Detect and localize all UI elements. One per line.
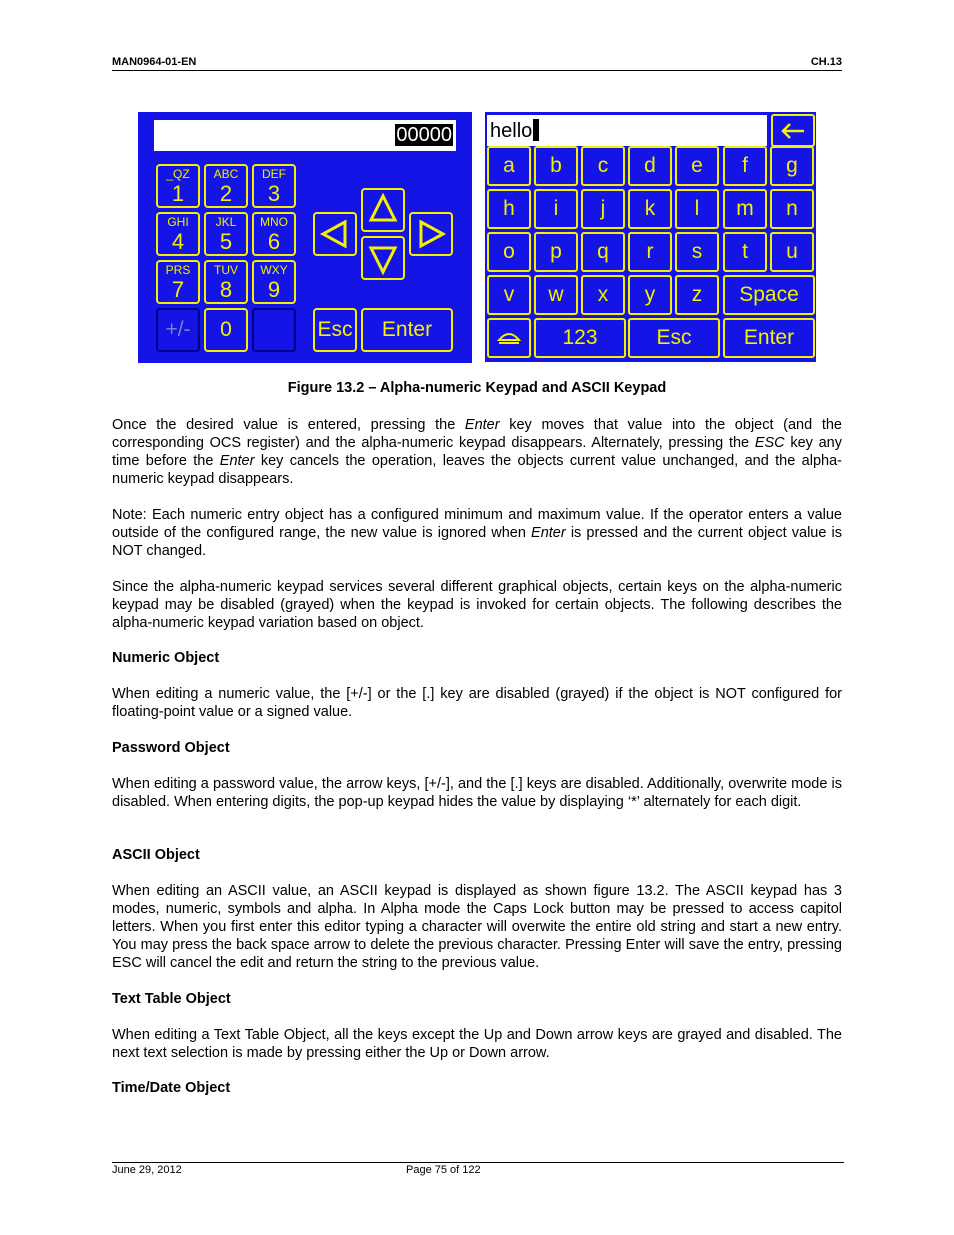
up-arrow-button[interactable] xyxy=(361,188,405,232)
key-r[interactable] xyxy=(628,232,672,272)
key-3[interactable] xyxy=(252,164,296,208)
caps-lock-icon xyxy=(496,328,522,348)
key-7[interactable] xyxy=(156,260,200,304)
key-6[interactable] xyxy=(252,212,296,256)
key-letters: WXY xyxy=(260,263,288,277)
key-letter-label: w xyxy=(548,283,564,306)
key-digit: 2 xyxy=(219,181,233,206)
ascii-enter-button[interactable] xyxy=(723,318,815,358)
key-digit: 7 xyxy=(171,277,185,302)
right-arrow-button[interactable] xyxy=(409,212,453,256)
left-arrow-icon xyxy=(315,214,355,254)
numeric-keypad xyxy=(138,112,472,363)
key-z[interactable] xyxy=(675,275,719,315)
heading-ascii-object: ASCII Object xyxy=(112,847,200,863)
ascii-esc-button[interactable] xyxy=(628,318,720,358)
caps-lock-button[interactable] xyxy=(487,318,531,358)
left-arrow-button[interactable] xyxy=(313,212,357,256)
key-u[interactable] xyxy=(770,232,814,272)
esc-label: Esc xyxy=(656,326,692,349)
key-letter-label: q xyxy=(597,240,609,263)
key-n[interactable] xyxy=(770,189,814,229)
enter-label: Enter xyxy=(743,326,795,349)
key-4[interactable] xyxy=(156,212,200,256)
header-rule xyxy=(112,70,842,71)
plus-minus-key[interactable] xyxy=(156,308,200,352)
numeric-enter-button[interactable] xyxy=(361,308,453,352)
key-letters: PRS xyxy=(165,263,191,277)
key-o[interactable] xyxy=(487,232,531,272)
right-arrow-icon xyxy=(411,214,451,254)
paragraph-enter xyxy=(112,416,842,488)
mode-123-label: 123 xyxy=(562,326,598,349)
numeric-display-field[interactable] xyxy=(154,120,456,151)
figure-caption: Figure 13.2 – Alpha-numeric Keypad and ASCII Keypad xyxy=(287,380,667,396)
key-1[interactable] xyxy=(156,164,200,208)
numeric-display-value: 00000 xyxy=(396,124,452,146)
key-letter-label: e xyxy=(691,154,703,177)
text-cursor xyxy=(533,119,539,141)
key-0[interactable] xyxy=(204,308,248,352)
key-letter-label: d xyxy=(644,154,656,177)
down-arrow-icon xyxy=(363,238,403,278)
heading-numeric-object: Numeric Object xyxy=(112,650,220,666)
key-letters: JKL xyxy=(215,215,237,229)
key-s[interactable] xyxy=(675,232,719,272)
key-letter-label: p xyxy=(550,240,562,263)
key-digit: 0 xyxy=(220,318,232,341)
paragraph-variations: Since the alpha-numeric keypad services several different graphical objects, certain keys on the alpha-numeric keypad may be disabled (grayed) when the keypad is invoked for certain objects. The following describes the alpha-numeric keypad variation based on object. xyxy=(112,579,842,631)
ascii-display-field[interactable] xyxy=(487,115,767,146)
key-l[interactable] xyxy=(675,189,719,229)
key-i[interactable] xyxy=(534,189,578,229)
key-letters: _QZ xyxy=(166,167,190,181)
key-c[interactable] xyxy=(581,146,625,186)
italic-esc: ESC xyxy=(754,435,785,451)
key-digit: 1 xyxy=(171,181,185,206)
key-letters: DEF xyxy=(262,167,286,181)
paragraph-ascii: When editing an ASCII value, an ASCII keypad is displayed as shown figure 13.2. The ASCII keypad has 3 modes, numeric, symbols and alpha. In Alpha mode the Caps Lock button may be pressed to access capitol letters. When you first enter this editor typing a character will overwite the entire old string and start a new entry. You may press the back space arrow to delete the previous character. Pressing Enter will save the entry, pressing ESC will cancel the edit and return the string to the previous value. xyxy=(112,883,842,971)
esc-label: Esc xyxy=(317,318,353,341)
key-m[interactable] xyxy=(723,189,767,229)
key-letter-label: y xyxy=(644,283,656,306)
key-5[interactable] xyxy=(204,212,248,256)
text-run: key any time before the xyxy=(112,435,842,469)
key-letter-label: h xyxy=(503,197,515,220)
key-v[interactable] xyxy=(487,275,531,315)
key-letter-label: s xyxy=(691,240,703,263)
plus-minus-label: +/- xyxy=(165,318,191,341)
italic-enter: Enter xyxy=(464,417,500,433)
key-digit: 8 xyxy=(219,277,233,302)
space-label: Space xyxy=(739,283,799,306)
key-t[interactable] xyxy=(723,232,767,272)
heading-time-date-object: Time/Date Object xyxy=(112,1080,231,1096)
key-letter-label: c xyxy=(597,154,609,177)
key-d[interactable] xyxy=(628,146,672,186)
decimal-key[interactable] xyxy=(252,308,296,352)
key-h[interactable] xyxy=(487,189,531,229)
paragraph-numeric: When editing a numeric value, the [+/-] or the [.] key are disabled (grayed) if the object is NOT configured for floating-point value or a signed value. xyxy=(112,686,842,720)
down-arrow-button[interactable] xyxy=(361,236,405,280)
key-q[interactable] xyxy=(581,232,625,272)
key-y[interactable] xyxy=(628,275,672,315)
key-j[interactable] xyxy=(581,189,625,229)
key-letter-label: a xyxy=(503,154,515,177)
text-run: Once the desired value is entered, pressing the xyxy=(112,417,465,433)
key-a[interactable] xyxy=(487,146,531,186)
enter-label: Enter xyxy=(381,318,433,341)
text-run: is pressed and the current object value is NOT changed. xyxy=(112,525,843,559)
key-letter-label: m xyxy=(736,197,754,220)
key-letter-label: j xyxy=(600,197,606,220)
key-digit: 3 xyxy=(267,181,281,206)
italic-enter: Enter xyxy=(219,453,255,469)
key-letter-label: g xyxy=(786,154,798,177)
key-letters: GHI xyxy=(167,215,189,229)
key-8[interactable] xyxy=(204,260,248,304)
up-arrow-icon xyxy=(363,190,403,230)
key-letters: ABC xyxy=(213,167,239,181)
key-letter-label: r xyxy=(646,240,654,263)
ascii-keypad xyxy=(485,112,816,362)
ascii-text: hello xyxy=(490,120,533,142)
key-9[interactable] xyxy=(252,260,296,304)
key-letters: TUV xyxy=(214,263,238,277)
key-letter-label: x xyxy=(597,283,609,306)
backspace-button[interactable] xyxy=(771,114,815,147)
key-g[interactable] xyxy=(770,146,814,186)
text-run: key cancels the operation, leaves the objects current value unchanged, and the alpha-numeric keypad disappears. xyxy=(112,453,842,487)
key-x[interactable] xyxy=(581,275,625,315)
key-letter-label: b xyxy=(550,154,562,177)
paragraph-password: When editing a password value, the arrow keys, [+/-], and the [.] keys are disabled. Additionally, overwrite mode is disabled. When entering digits, the pop-up keypad hides the value by displaying ‘*’ alternately for each digit. xyxy=(112,776,842,810)
text-run: Note: Each numeric entry object has a configured minimum and maximum value. If the operator enters a value outside of the configured range, the new value is ignored when xyxy=(112,507,842,541)
key-digit: 6 xyxy=(267,229,281,254)
key-letter-label: t xyxy=(742,240,748,263)
key-letter-label: n xyxy=(786,197,798,220)
key-letter-label: u xyxy=(786,240,798,263)
key-letter-label: z xyxy=(691,283,703,306)
key-letter-label: o xyxy=(503,240,515,263)
key-letters: MNO xyxy=(260,215,288,229)
paragraph-text-table: When editing a Text Table Object, all the keys except the Up and Down arrow keys are grayed and disabled. The next text selection is made by pressing either the Up or Down arrow. xyxy=(112,1027,842,1061)
paragraph-note xyxy=(112,506,842,560)
key-e[interactable] xyxy=(675,146,719,186)
heading-password-object: Password Object xyxy=(112,740,230,756)
key-letter-label: f xyxy=(742,154,748,177)
key-letter-label: l xyxy=(694,197,700,220)
key-b[interactable] xyxy=(534,146,578,186)
numeric-esc-button[interactable] xyxy=(313,308,357,352)
key-letter-label: k xyxy=(644,197,656,220)
key-w[interactable] xyxy=(534,275,578,315)
key-letter-label: i xyxy=(553,197,559,220)
key-digit: 4 xyxy=(171,229,185,254)
chapter-label: CH.13 xyxy=(810,56,842,68)
key-k[interactable] xyxy=(628,189,672,229)
document-id: MAN0964-01-EN xyxy=(112,56,197,68)
mode-123-button[interactable] xyxy=(534,318,626,358)
key-f[interactable] xyxy=(723,146,767,186)
backspace-arrow-icon xyxy=(778,121,808,141)
heading-text-table-object: Text Table Object xyxy=(112,991,231,1007)
ascii-display-value xyxy=(490,119,539,143)
footer-rule xyxy=(112,1162,844,1163)
key-letter-label: v xyxy=(503,283,515,306)
footer-page-number: Page 75 of 122 xyxy=(406,1164,481,1176)
italic-enter: Enter xyxy=(531,525,566,541)
key-2[interactable] xyxy=(204,164,248,208)
key-digit: 5 xyxy=(219,229,233,254)
key-p[interactable] xyxy=(534,232,578,272)
text-run: key moves that value into the object (and the corresponding OCS register) and the alpha-numeric keypad disappears. Alternately, pressing the xyxy=(112,417,842,451)
key-digit: 9 xyxy=(267,277,281,302)
footer-date: June 29, 2012 xyxy=(112,1164,182,1176)
space-button[interactable] xyxy=(723,275,815,315)
